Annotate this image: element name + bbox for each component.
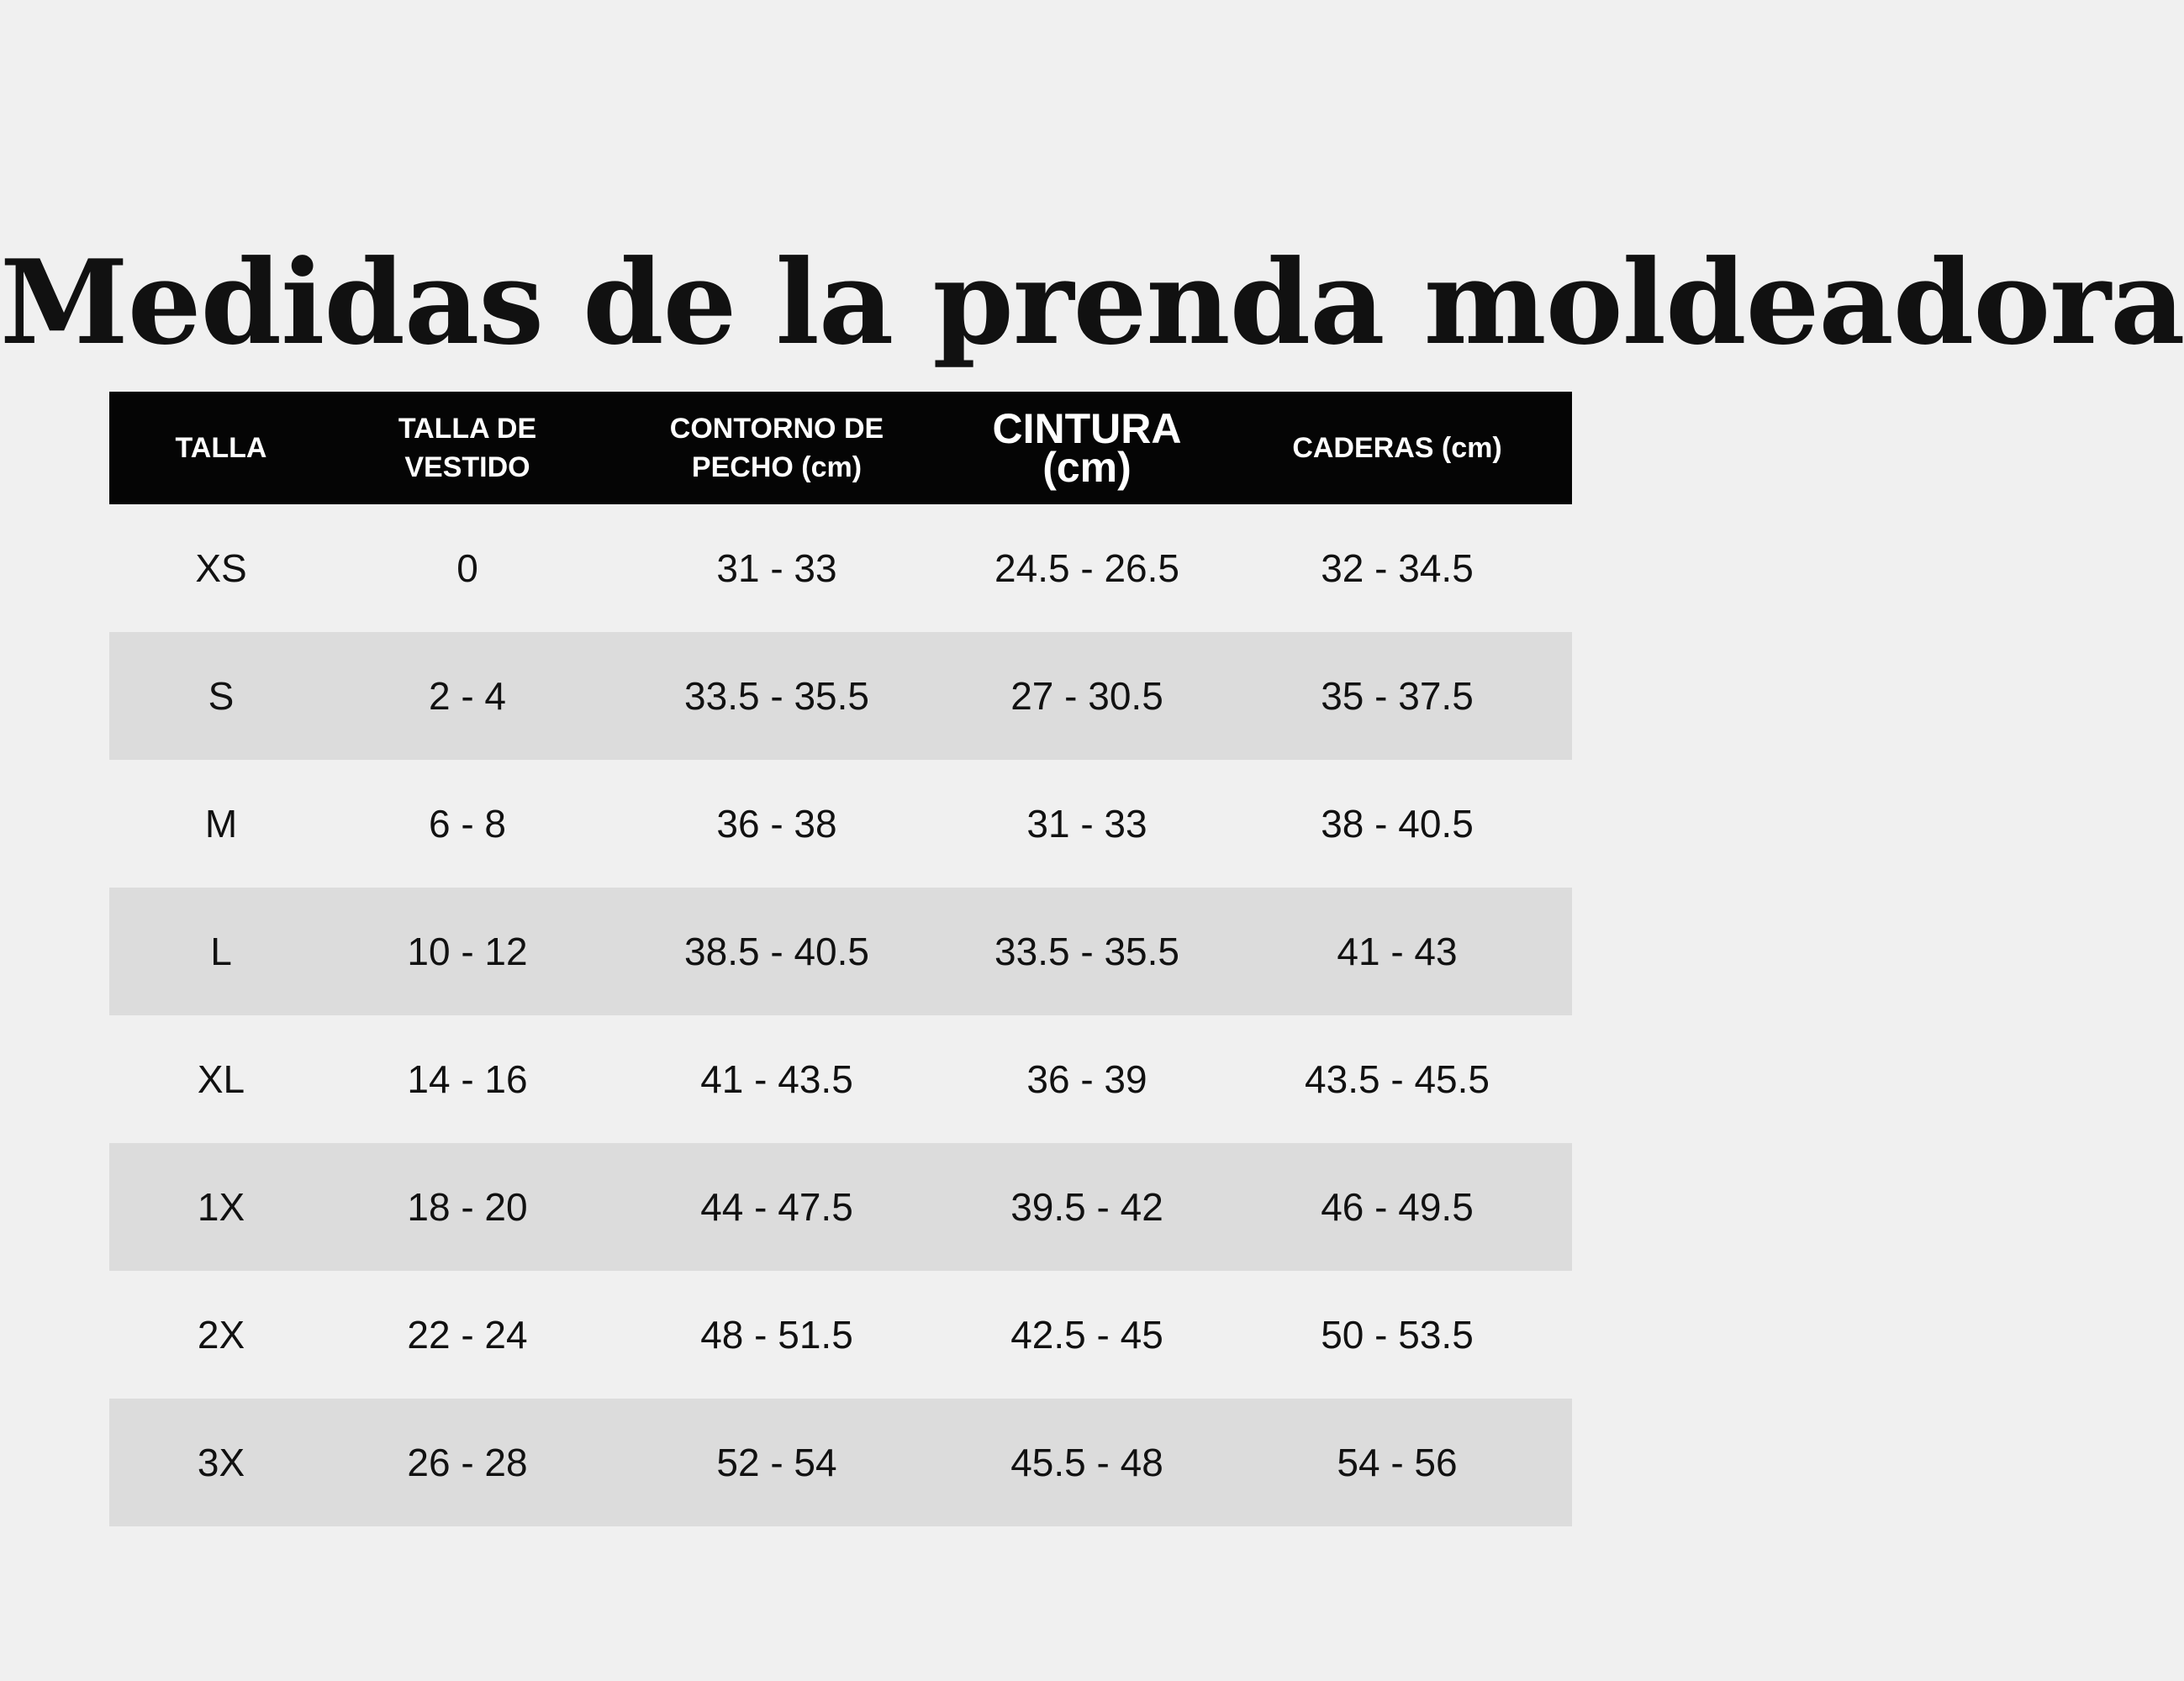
cell-talla: M <box>204 802 238 846</box>
table-row <box>109 504 1572 632</box>
table-header-row <box>109 392 1572 504</box>
cell-cintura: 24.5 - 26.5 <box>994 546 1179 590</box>
cell-talla-de-vestido: 18 - 20 <box>407 1185 528 1229</box>
cell-cintura: 42.5 - 45 <box>1010 1313 1163 1357</box>
table-row <box>109 888 1572 1015</box>
cell-caderas: 35 - 37.5 <box>1321 674 1474 718</box>
table-row <box>109 1143 1572 1271</box>
cell-talla: 1X <box>197 1185 245 1229</box>
cell-talla: 3X <box>197 1441 245 1484</box>
cell-contorno-de-pecho: 36 - 38 <box>716 802 837 846</box>
cell-caderas: 46 - 49.5 <box>1321 1185 1474 1229</box>
cell-contorno-de-pecho: 33.5 - 35.5 <box>684 674 869 718</box>
cell-talla: XL <box>197 1057 245 1101</box>
table-row <box>109 1399 1572 1526</box>
cell-cintura: 45.5 - 48 <box>1010 1441 1163 1484</box>
cell-talla-de-vestido: 2 - 4 <box>428 674 507 718</box>
cell-talla: L <box>210 930 232 973</box>
header-contorno-de-pecho: CONTORNO DE PECHO (cm) <box>669 413 884 483</box>
cell-cintura: 31 - 33 <box>1026 802 1147 846</box>
cell-talla-de-vestido: 26 - 28 <box>407 1441 528 1484</box>
cell-cintura: 36 - 39 <box>1026 1057 1147 1101</box>
cell-caderas: 41 - 43 <box>1337 930 1458 973</box>
cell-talla: S <box>208 674 235 718</box>
cell-caderas: 32 - 34.5 <box>1321 546 1474 590</box>
cell-talla-de-vestido: 22 - 24 <box>407 1313 528 1357</box>
table-row <box>109 1271 1572 1399</box>
cell-talla: 2X <box>197 1313 245 1357</box>
cell-caderas: 43.5 - 45.5 <box>1305 1057 1490 1101</box>
cell-talla-de-vestido: 0 <box>456 546 478 590</box>
cell-contorno-de-pecho: 52 - 54 <box>716 1441 837 1484</box>
cell-contorno-de-pecho: 41 - 43.5 <box>700 1057 853 1101</box>
cell-contorno-de-pecho: 48 - 51.5 <box>700 1313 853 1357</box>
header-caderas: CADERAS (cm) <box>1292 432 1502 464</box>
cell-talla-de-vestido: 14 - 16 <box>407 1057 528 1101</box>
table-row <box>109 632 1572 760</box>
header-cintura: CINTURA (cm) <box>992 405 1182 491</box>
cell-contorno-de-pecho: 38.5 - 40.5 <box>684 930 869 973</box>
cell-talla: XS <box>195 546 247 590</box>
table-row <box>109 1015 1572 1143</box>
size-table <box>109 392 1572 1526</box>
cell-contorno-de-pecho: 44 - 47.5 <box>700 1185 853 1229</box>
cell-cintura: 39.5 - 42 <box>1010 1185 1163 1229</box>
table-row <box>109 760 1572 888</box>
cell-contorno-de-pecho: 31 - 33 <box>716 546 837 590</box>
cell-cintura: 33.5 - 35.5 <box>994 930 1179 973</box>
cell-caderas: 50 - 53.5 <box>1321 1313 1474 1357</box>
cell-talla-de-vestido: 6 - 8 <box>428 802 507 846</box>
cell-cintura: 27 - 30.5 <box>1010 674 1163 718</box>
cell-caderas: 38 - 40.5 <box>1321 802 1474 846</box>
cell-talla-de-vestido: 10 - 12 <box>407 930 528 973</box>
page-title: Medidas de la prenda moldeadora <box>0 234 2184 372</box>
cell-caderas: 54 - 56 <box>1337 1441 1458 1484</box>
header-talla: TALLA <box>175 432 267 464</box>
header-talla-de-vestido: TALLA DE VESTIDO <box>398 413 537 483</box>
